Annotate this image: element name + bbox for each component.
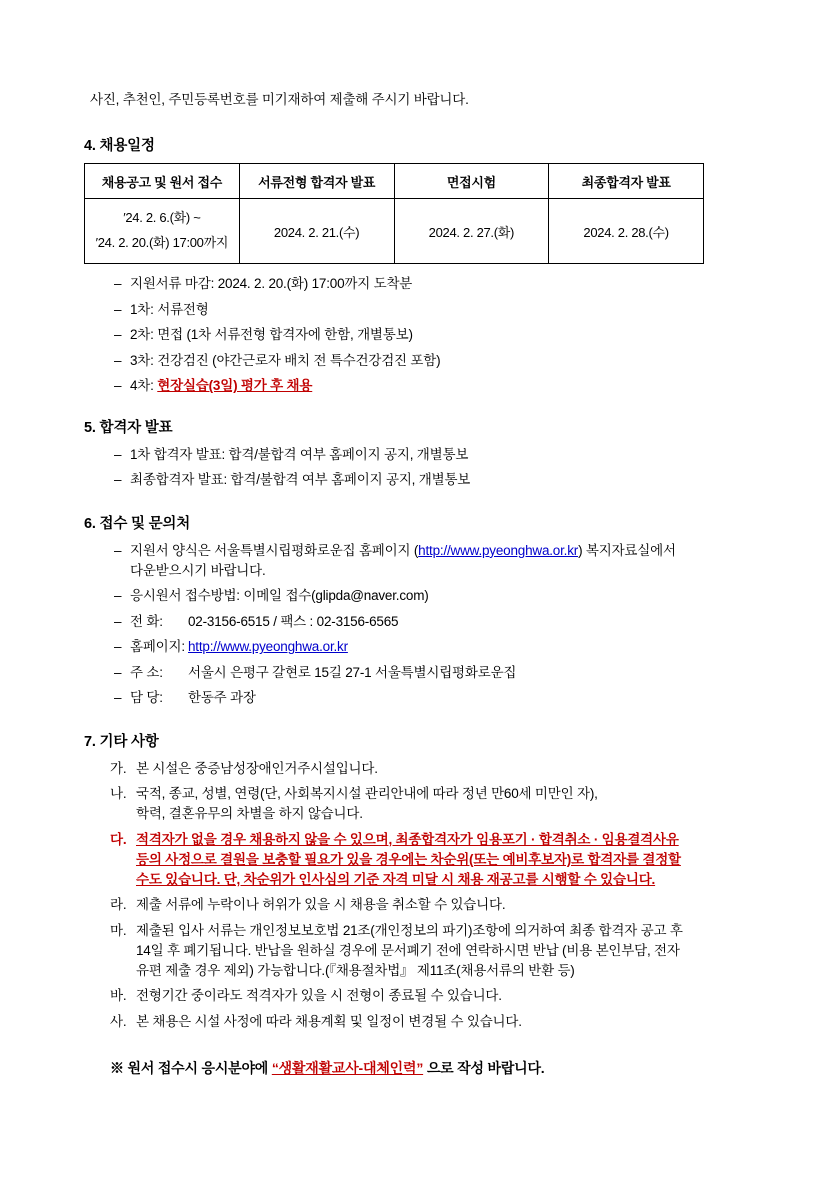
list-item-address bbox=[110, 663, 752, 683]
section-schedule bbox=[84, 134, 752, 396]
item-marker: 다. bbox=[110, 831, 127, 847]
intro-line: 사진, 추천인, 주민등록번호를 미기재하여 제출해 주시기 바랍니다. bbox=[90, 92, 469, 107]
item-line: 본 시설은 중증남성장애인거주시설입니다. bbox=[136, 760, 378, 776]
list-item: – 최종합격자 발표: 합격/불합격 여부 홈페이지 공지, 개별통보 bbox=[110, 470, 752, 490]
item-line: 전형기간 중이라도 적격자가 있을 시 전형이 종료될 수 있습니다. bbox=[136, 988, 502, 1004]
list-item: – 지원서류 마감: 2024. 2. 20.(화) 17:00까지 도착분 bbox=[110, 274, 752, 294]
results-list bbox=[110, 445, 752, 490]
fourth-stage-prefix: 4차: bbox=[130, 378, 158, 394]
homepage-link[interactable]: http://www.pyeonghwa.or.kr bbox=[188, 639, 348, 655]
list-item-application-form bbox=[110, 541, 752, 580]
list-item-emphasis bbox=[110, 830, 752, 891]
homepage-label: 홈페이지: bbox=[130, 639, 185, 655]
apply-text-pre: 지원서 양식은 서울특별시립평화로운집 홈페이지 ( bbox=[130, 542, 419, 558]
item-marker: 사. bbox=[110, 1013, 127, 1029]
item-line: 14일 후 폐기됩니다. 반납을 원하실 경우에 문서폐기 전에 연락하시면 반납 (비용 본인부담, 전자 bbox=[136, 942, 680, 958]
item-line: 제출 서류에 누락이나 허위가 있을 시 채용을 취소할 수 있습니다. bbox=[136, 897, 506, 913]
document-content bbox=[84, 88, 752, 1078]
list-item: – 1차 합격자 발표: 합격/불합격 여부 홈페이지 공지, 개별통보 bbox=[110, 445, 752, 465]
table-cell-final-result: 2024. 2. 28.(수) bbox=[549, 199, 704, 264]
section-label: 채용일정 bbox=[99, 138, 155, 154]
list-item bbox=[110, 986, 752, 1006]
section-etc bbox=[84, 730, 752, 1032]
section-label: 접수 및 문의처 bbox=[99, 515, 191, 532]
list-item-submit-method: – 응시원서 접수방법: 이메일 접수(glipda@naver.com) bbox=[110, 586, 752, 606]
item-line: 등의 사정으로 결원을 보충할 필요가 있을 경우에는 차순위(또는 예비후보자)로 합격자를 결정할 bbox=[136, 851, 681, 867]
manager-value: 한동주 과장 bbox=[188, 690, 256, 706]
schedule-table bbox=[84, 163, 704, 264]
list-item bbox=[110, 895, 752, 915]
item-line: 국적, 종교, 성별, 연령(단, 사회복지시설 관리안내에 따라 정년 만60세 미만인 자), bbox=[136, 786, 598, 802]
section-title-results bbox=[84, 416, 752, 437]
section-contact bbox=[84, 512, 752, 708]
item-line: 학력, 결혼유무의 차별을 하지 않습니다. bbox=[136, 806, 363, 822]
list-item bbox=[110, 921, 752, 982]
address-label: 주 소: bbox=[130, 664, 163, 680]
section-title-schedule bbox=[84, 134, 752, 155]
notice-highlight: “생활재활교사-대체인력” bbox=[271, 1059, 424, 1076]
table-header-cell: 최종합격자 발표 bbox=[549, 164, 704, 199]
table-cell-application-period bbox=[85, 199, 240, 264]
table-row bbox=[85, 199, 704, 264]
item-marker: 바. bbox=[110, 988, 127, 1004]
item-line: 적격자가 없을 경우 채용하지 않을 수 있으며, 최종합격자가 임용포기 · 합격취소 · 임용결격사유 bbox=[136, 831, 679, 847]
application-period-line1: ′24. 2. 6.(화) ~ bbox=[123, 210, 201, 226]
etc-list bbox=[110, 759, 752, 1032]
list-item bbox=[110, 759, 752, 779]
fourth-stage-emphasis: 현장실습(3일) 평가 후 채용 bbox=[157, 378, 313, 394]
phone-label: 전 화: bbox=[130, 613, 163, 629]
list-item-homepage bbox=[110, 637, 752, 657]
notice-prefix: ※ 원서 접수시 응시분야에 bbox=[110, 1059, 272, 1076]
item-marker: 마. bbox=[110, 922, 127, 938]
table-header-cell: 채용공고 및 원서 접수 bbox=[85, 164, 240, 199]
list-item: – 1차: 서류전형 bbox=[110, 300, 752, 320]
item-line: 유편 제출 경우 제외) 가능합니다.(『채용절차법』 제11조(채용서류의 반환 등) bbox=[136, 963, 575, 979]
table-header-cell: 서류전형 합격자 발표 bbox=[239, 164, 394, 199]
application-period-line2: ′24. 2. 20.(화) 17:00까지 bbox=[95, 235, 229, 250]
list-item: – 3차: 건강검진 (야간근로자 배치 전 특수건강검진 포함) bbox=[110, 351, 752, 371]
homepage-link-inline[interactable]: http://www.pyeonghwa.or.kr bbox=[418, 542, 579, 558]
list-item-fourth-stage bbox=[110, 376, 752, 396]
section-number: 7. bbox=[84, 733, 96, 750]
address-value: 서울시 은평구 갈현로 15길 27-1 서울특별시립평화로운집 bbox=[188, 664, 517, 680]
schedule-notes-list bbox=[110, 274, 752, 396]
table-header-row bbox=[85, 164, 704, 199]
list-item: – 2차: 면접 (1차 서류전형 합격자에 한함, 개별통보) bbox=[110, 325, 752, 345]
section-number: 4. bbox=[84, 138, 96, 154]
table-cell-interview: 2024. 2. 27.(화) bbox=[394, 199, 549, 264]
section-title-contact bbox=[84, 512, 752, 533]
section-number: 5. bbox=[84, 419, 96, 436]
list-item bbox=[110, 1012, 752, 1032]
apply-text-line2: 다운받으시기 바랍니다. bbox=[130, 562, 266, 578]
item-line: 본 채용은 시설 사정에 따라 채용계획 및 일정이 변경될 수 있습니다. bbox=[136, 1013, 522, 1029]
contact-list bbox=[110, 541, 752, 708]
table-cell-document-result: 2024. 2. 21.(수) bbox=[239, 199, 394, 264]
list-item-phone bbox=[110, 612, 752, 632]
apply-text-post: ) 복지자료실에서 bbox=[578, 542, 676, 558]
item-marker: 나. bbox=[110, 786, 127, 802]
section-title-etc bbox=[84, 730, 752, 751]
notice-suffix: 으로 작성 바랍니다. bbox=[423, 1059, 545, 1076]
section-results bbox=[84, 416, 752, 490]
footer-notice bbox=[110, 1058, 752, 1078]
item-line: 제출된 입사 서류는 개인정보보호법 21조(개인정보의 파기)조항에 의거하여 최종 합격자 공고 후 bbox=[136, 922, 683, 938]
list-item-manager bbox=[110, 688, 752, 708]
section-label: 기타 사항 bbox=[99, 733, 159, 750]
item-marker: 가. bbox=[110, 760, 127, 776]
list-item bbox=[110, 784, 752, 825]
manager-label: 담 당: bbox=[130, 690, 163, 706]
item-marker: 라. bbox=[110, 897, 127, 913]
item-line: 수도 있습니다. 단, 차순위가 인사심의 기준 자격 미달 시 채용 재공고를 시행할 수 있습니다. bbox=[136, 872, 656, 888]
phone-value: 02-3156-6515 / 팩스 : 02-3156-6565 bbox=[188, 613, 399, 629]
section-label: 합격자 발표 bbox=[99, 419, 173, 436]
section-number: 6. bbox=[84, 515, 96, 532]
table-header-cell: 면접시험 bbox=[394, 164, 549, 199]
